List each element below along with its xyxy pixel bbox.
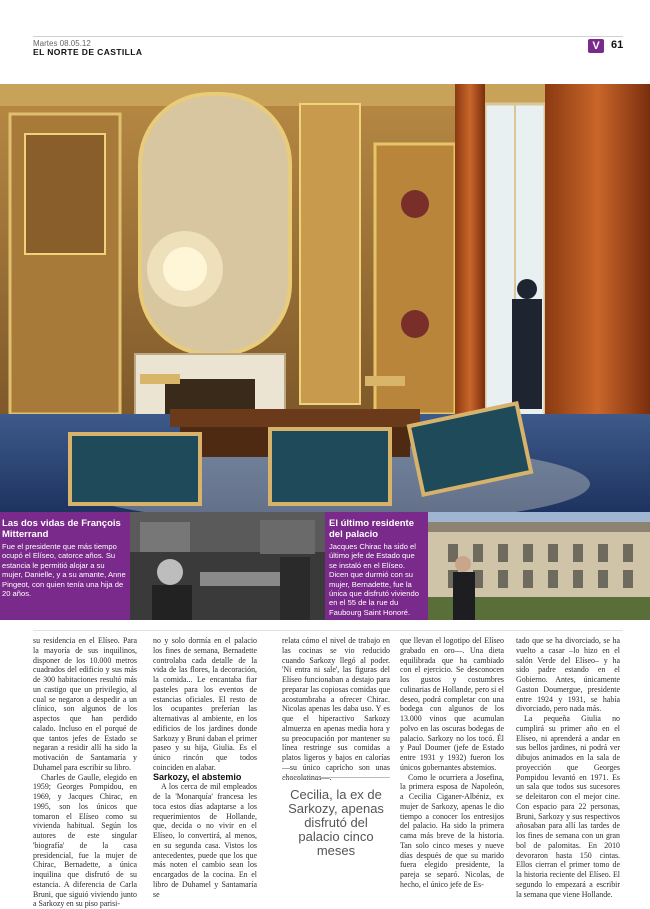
mitterrand-box-body: Fue el presidente que más tiempo ocupó el Elíseo, catorce años. Su estancia le permitió alojar a su mujer, Danielle, y a su amante, Anne Pingeot, con quien tenía una hija de 20 años. — [2, 542, 126, 598]
page-header — [33, 36, 623, 59]
mitterrand-box-title: Las dos vidas de François Mitterrand — [2, 518, 126, 540]
sidebar-strip — [0, 512, 650, 620]
newspaper-name: EL NORTE DE CASTILLA — [33, 47, 142, 57]
article-paragraph: relata cómo el nivel de trabajo en las cocinas se vio reducido cuando Sarkozy llegó al poder. 'Ni entra ni sale', las figuras del Elíseo funcionaban a destajo para preparar las copiosas comidas que acostumbraba a ofrecer Chirac. Nicolas apenas les daba uso. Y es que el hiperactivo Sarkozy almuerza en apenas media hora y su preocupación por mantener su línea restringe sus comidas a platos ligeros y bajos en calorías —su único capricho son unas chocolatinas—. — [282, 636, 390, 782]
mitterrand-photo — [130, 512, 325, 620]
article-paragraph: A los cerca de mil empleados de la 'Monarquía' francesa les toca estos días adaptarse a los requerimientos de Hollande, que, decida o no vivir en el Elíseo, lo convertirá, al menos, en su segunda casa. Vistos los antecedentes, puede que los que más noten el cambio sean los encargados de la cocina. En el libro de Duhamel y Santamaría se — [153, 782, 257, 899]
elysee-exterior-illustration — [428, 512, 650, 620]
article-column-1 — [33, 636, 137, 909]
article-column-5 — [516, 636, 620, 899]
article-paragraph: que llevan el logotipo del Elíseo grabado en oro—. Una dieta equilibrada que ha cambiado con el ejercicio. Se desconocen los gustos y costumbres culinarias de Hollande, pero si el deseo, podrá completar con una bodega con algunos de los 13.000 vinos que acumulan polvo en las oscuras bodegas de palacio. Sarkozy no los tocó. Él y Paul Doumer (jefe de Estado entre 1931 y 1932) fueron los únicos gobernantes abstemios. — [400, 636, 504, 773]
column-divider — [33, 630, 623, 631]
subheading-sarkozy: Sarkozy, el abstemio — [153, 773, 257, 783]
mitterrand-box — [0, 512, 130, 620]
main-photo-office — [0, 84, 650, 512]
chirac-box-body: Jacques Chirac ha sido el último jefe de Estado que se instaló en el Elíseo. Dicen que durmió con su mujer, Bernadette, fue la única que disfrutó viviendo en el 55 de la rue du Faubourg Saint Honoré. — [329, 542, 424, 617]
article-paragraph: su residencia en el Elíseo. Para la mayoría de sus inquilinos, disponer de los 10.000 metros cuadrados del edificio y sus más de 300 habitaciones resultó más un castigo que un privilegio, al cual se negaron a despedir a un clínico, son algunos de los aspectos que han perdido calado. Incluso en el porqué de que tantos jefes de Estado se negaran a residir allí ha sido la motivación de Santamaría y Duhamel para escribir su libro. — [33, 636, 137, 773]
article-column-3 — [282, 636, 390, 782]
section-badge: V — [588, 39, 604, 53]
office-illustration — [0, 84, 650, 512]
pull-quote: Cecilia, la ex de Sarkozy, apenas disfrutó del palacio cinco meses — [282, 777, 390, 858]
article-paragraph: tado que se ha divorciado, se ha vuelto a casar –lo hizo en el salón Verde del Elíseo– y ha sido padre estando en el Gobierno. Antes, únicamente Gaston Doumergue, presidente entre 1924 y 1931, se había divorciado, pero nada más. — [516, 636, 620, 714]
article-paragraph: no y solo dormía en el palacio los fines de semana, Bernadette controlaba cada detalle de la vida de las flores, la decoración, la comida... Le encantaba fiar pasteles para los eventos de estancias oficiales. El resto de los ocupantes preferían las alternativas al ambiente, en los edificios de los jardines donde Sarkozy y Bruni daban el primer paseo y su hija, Giulia. Es el único rincón que todos coinciden en alabar. — [153, 636, 257, 773]
article-paragraph: Como le ocurriera a Josefina, la primera esposa de Napoleón, a Cecilia Ciganer-Albéniz, ex mujer de Sarkozy, apenas le dio tiempo a conocer los entresijos del palacio. Ha sido la primera cama más breve de la historia. Tan solo cinco meses y nueve días después de que su marido fuera elegido presidente, la pareja se separó. Nicolas, de hecho, el único jefe de Es- — [400, 773, 504, 890]
article-paragraph: Charles de Gaulle, elegido en 1959; Georges Pompidou, en 1969, y Jacques Chirac, en 1995, son los únicos que tomaron el Elíseo como su vivienda habitual. Según los autores de este singular 'biografía' de la casa presidencial, fue la mujer de Chirac, Bernadette, a única inquilina que disfrutó de su estancia. A diferencia de Carla Bruni, que siguió viviendo junto a Sarkozy en su piso parisi- — [33, 773, 137, 909]
mitterrand-illustration — [130, 512, 325, 620]
chirac-box — [325, 512, 428, 620]
article-column-2 — [153, 636, 257, 899]
article-column-4 — [400, 636, 504, 890]
page-number: 61 — [611, 39, 623, 51]
article-paragraph: La pequeña Giulia no cumplirá su primer año en el Elíseo, ni aprenderá a andar en sus bellos jardines, ni podrá ver dibujos animados en la sala de proyección que Georges Pompidou levantó en 1971. Es un sala que todos sus sucesores se deleitaron con el mejor cine. Con espacio para 22 personas, Bruni, Sarkozy y sus respectivos añosaban para allí las tardes de los fines de semana con un gran bol de palomitas. En 2010 devoraron hasta 150 cintas. Ellos cierran el primer tomo de la historia reciente del Elíseo. El segundo lo empezará a escribir la semana que viene Hollande. — [516, 714, 620, 899]
chirac-box-title: El último residente del palacio — [329, 518, 424, 540]
elysee-exterior-photo — [428, 512, 650, 620]
issue-date: Martes 08.05.12 — [33, 39, 91, 48]
